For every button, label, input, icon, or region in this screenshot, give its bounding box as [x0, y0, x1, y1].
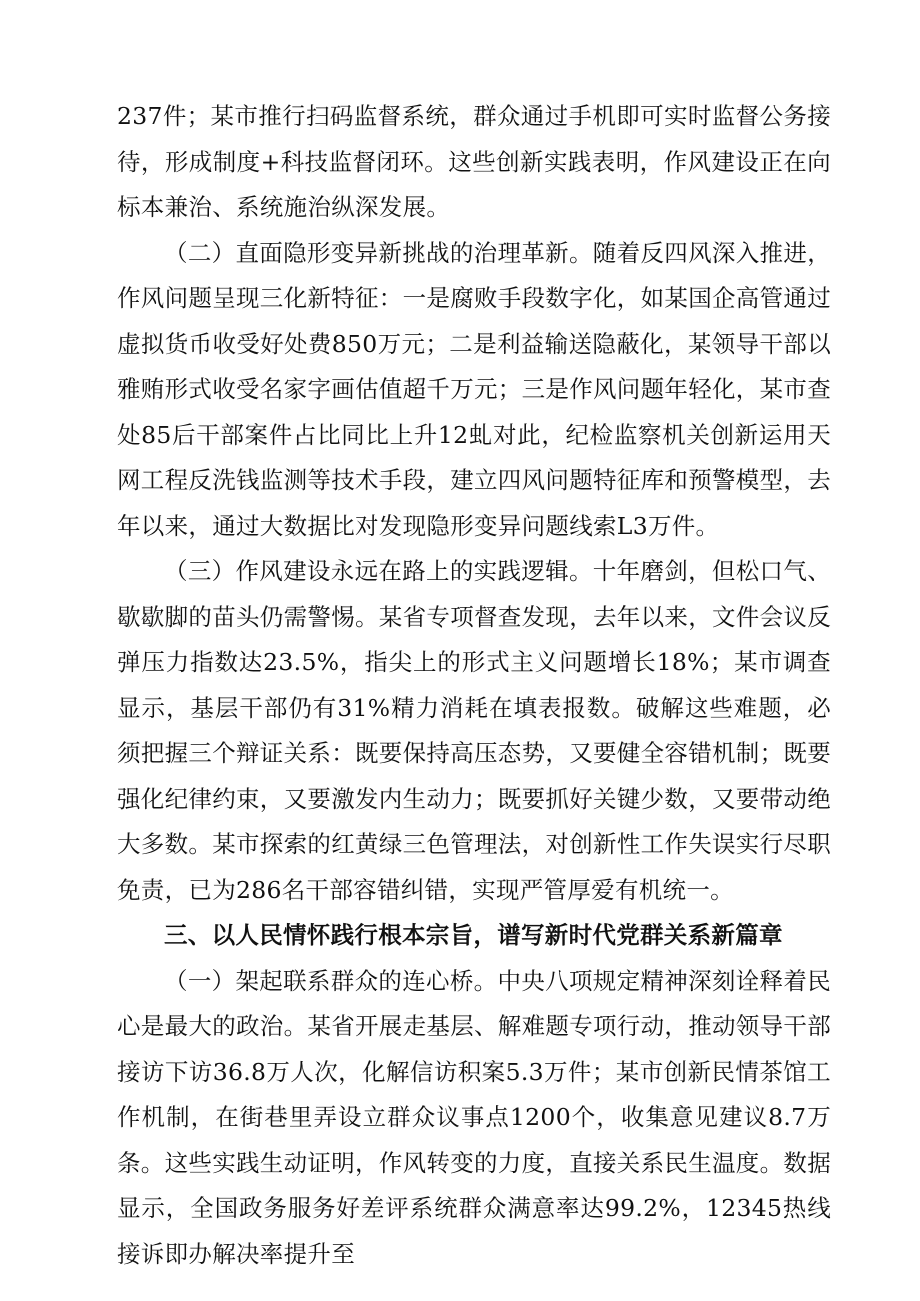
- paragraph-section-3-1: （一）架起联系群众的连心桥。中央八项规定精神深刻诠释着民心是最大的政治。某省开展走基层、解难题专项行动，推动领导干部接访下访36.8万人次，化解信访积案5.3万件；某市创新民情茶馆工作机制，在街巷里弄设立群众议事点1200个，收集意见建议8.7万条。这些实践生动证明，作风转变的力度，直接关系民生温度。数据显示，全国政务服务好差评系统群众满意率达99.2%，12345热线接诉即办解决率提升至: [117, 966, 831, 1268]
- section-heading-3: 三、以人民情怀践行根本宗旨，谱写新时代党群关系新篇章: [164, 921, 783, 949]
- paragraph-section-2-2: （二）直面隐形变异新挑战的治理革新。随着反四风深入推进，作风问题呈现三化新特征：一是腐败手段数字化，如某国企高管通过虚拟货币收受好处费850万元；二是利益输送隐蔽化，某领导干部以雅贿形式收受名家字画估值超千万元；三是作风问题年轻化，某市查处85后干部案件占比同比上升12虬对此，纪检监察机关创新运用天网工程反洗钱监测等技术手段，建立四风问题特征库和预警模型，去年以来，通过大数据比对发现隐形变异问题线索L3万件。: [117, 238, 831, 540]
- document-body: [117, 94, 831, 1277]
- paragraph-continuation: 237件；某市推行扫码监督系统，群众通过手机即可实时监督公务接待，形成制度+科技监督闭环。这些创新实践表明，作风建设正在向标本兼治、系统施治纵深发展。: [117, 102, 831, 221]
- paragraph-section-2-3: （三）作风建设永远在路上的实践逻辑。十年磨剑，但松口气、歇歇脚的苗头仍需警惕。某省专项督查发现，去年以来，文件会议反弹压力指数达23.5%，指尖上的形式主义问题增长18%；某市调查显示，基层干部仍有31%精力消耗在填表报数。破解这些难题，必须把握三个辩证关系：既要保持高压态势，又要健全容错机制；既要强化纪律约束，又要激发内生动力；既要抓好关键少数，又要带动绝大多数。某市探索的红黄绿三色管理法，对创新性工作失误实行尽职免责，已为286名干部容错纠错，实现严管厚爱有机统一。: [117, 557, 831, 904]
